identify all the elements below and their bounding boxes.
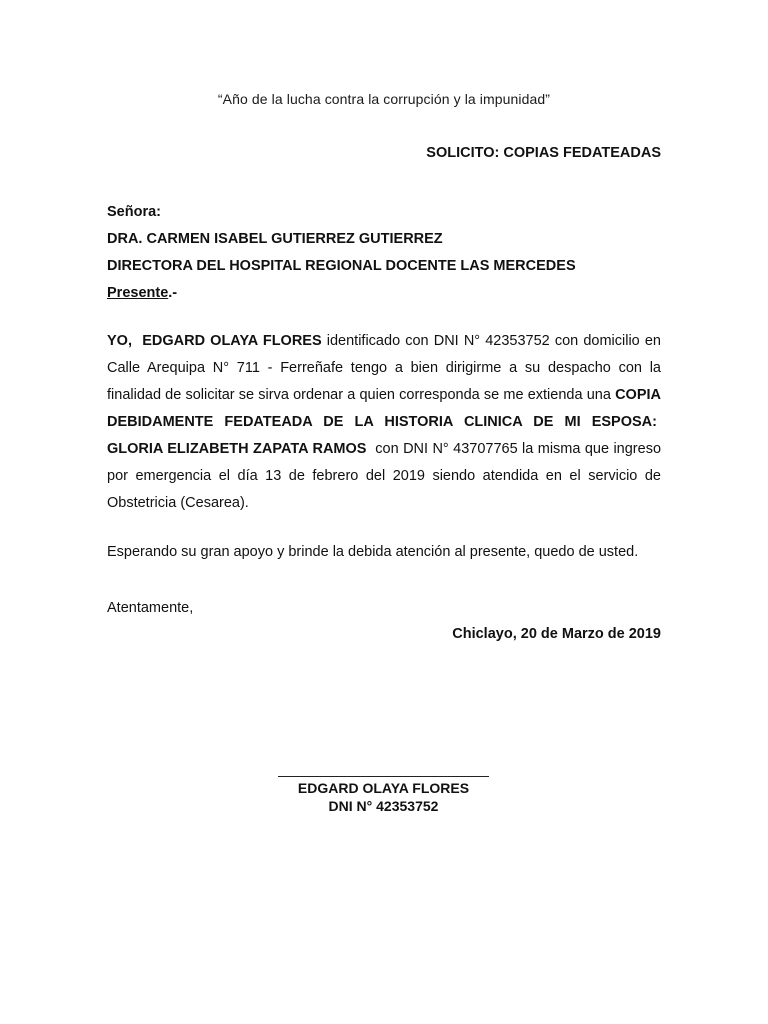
- body-part-2: con DNI N° 43707765 la misma que ingreso por emergencia el día 13 de febrero del 2019 siendo atendida en el servicio de Obstetricia (Cesarea).: [107, 441, 662, 511]
- body-yo: YO,: [107, 333, 132, 349]
- spouse-name: GLORIA ELIZABETH ZAPATA RAMOS: [107, 441, 367, 457]
- present-line: [107, 280, 667, 307]
- applicant-name: EDGARD OLAYA FLORES: [142, 333, 322, 349]
- present-suffix: .-: [168, 285, 178, 301]
- regards: Atentamente,: [107, 600, 194, 616]
- body-part-1: identificado con DNI N° 42353752 con domicilio en Calle Arequipa N° 711 - Ferreñafe tengo a bien dirigirme a su despacho con la finalidad de solicitar se sirva ordenar a quien corresponda se me extienda una: [107, 333, 661, 403]
- addressee-name: DRA. CARMEN ISABEL GUTIERREZ GUTIERREZ: [107, 231, 443, 247]
- closing-line: Esperando su gran apoyo y brinde la debida atención al presente, quedo de usted.: [107, 544, 639, 560]
- signature-dni: DNI N° 42353752: [328, 798, 439, 814]
- request-bold: COPIA DEBIDAMENTE FEDATEADA DE LA HISTORIA CLINICA DE MI ESPOSA:: [107, 387, 661, 430]
- subject-line: SOLICITO: COPIAS FEDATEADAS: [426, 145, 661, 161]
- salutation: Señora:: [107, 204, 161, 220]
- place-date: Chiclayo, 20 de Marzo de 2019: [452, 626, 661, 642]
- signature-line: [278, 776, 489, 777]
- letter-body: [107, 328, 661, 517]
- present-word: Presente: [107, 285, 169, 301]
- year-motto: “Año de la lucha contra la corrupción y la impunidad”: [217, 91, 551, 107]
- addressee-position: DIRECTORA DEL HOSPITAL REGIONAL DOCENTE LAS MERCEDES: [107, 258, 576, 274]
- signature-name: EDGARD OLAYA FLORES: [297, 780, 470, 796]
- signature-block: [278, 776, 489, 815]
- addressee-block: [107, 199, 667, 307]
